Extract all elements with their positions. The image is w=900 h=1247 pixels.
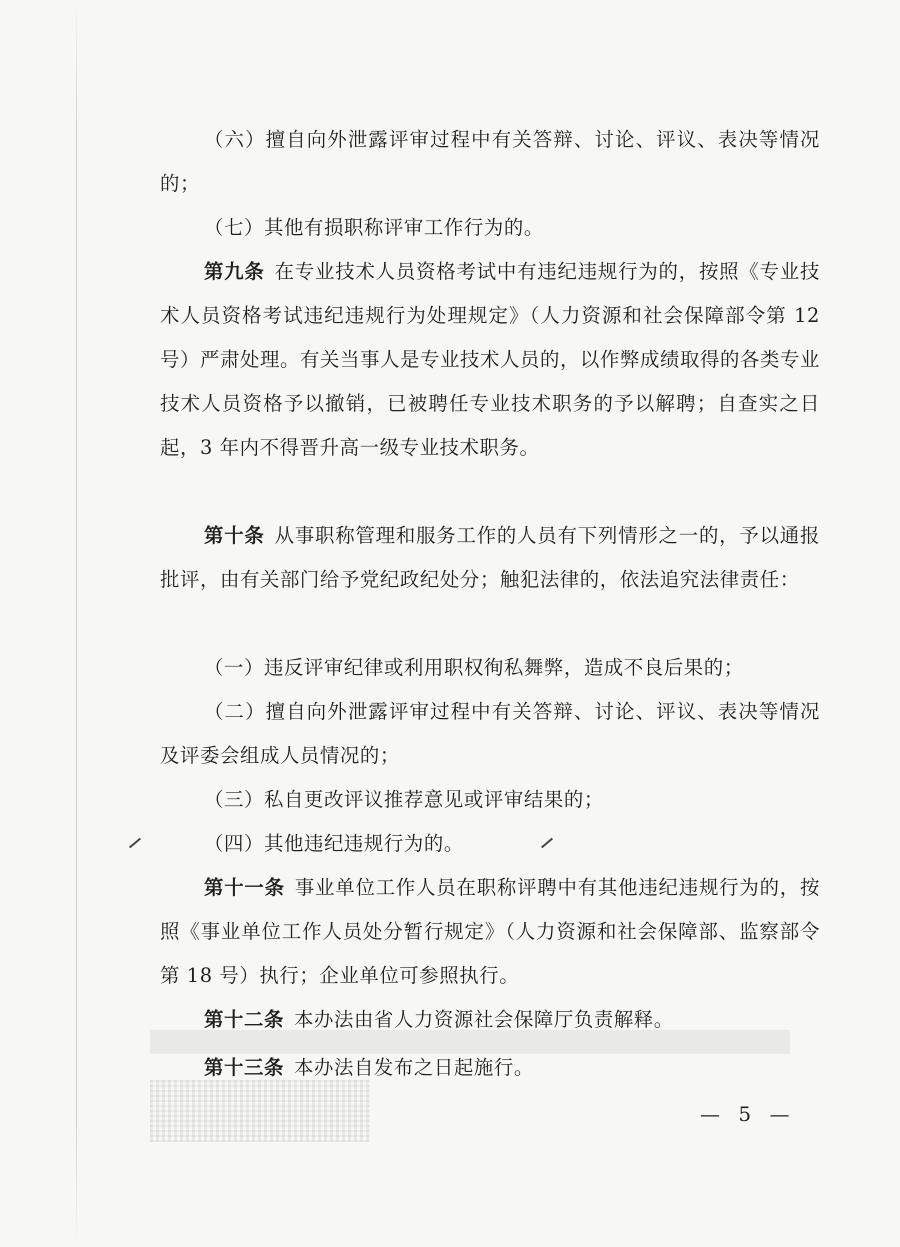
page-number: — 5 —	[700, 1102, 796, 1126]
article-10-item-1: （一）违反评审纪律或利用职权徇私舞弊，造成不良后果的；	[204, 656, 744, 679]
article-10-item-3: （三）私自更改评议推荐意见或评审结果的；	[204, 788, 604, 811]
article-10	[160, 514, 820, 602]
article-13	[160, 1046, 820, 1090]
article-12-heading: 第十二条	[204, 1008, 284, 1031]
article-10-item-2: （二）擅自向外泄露评审过程中有关答辩、讨论、评议、表决等情况及评委会组成人员情况的；	[160, 700, 820, 767]
article-10-heading: 第十条	[204, 524, 265, 547]
scan-mark	[129, 838, 141, 849]
article-9	[160, 250, 820, 470]
article-13-heading: 第十三条	[204, 1056, 284, 1079]
article-12-body: 本办法由省人力资源社会保障厅负责解释。	[293, 1008, 674, 1031]
clause-6: （六）擅自向外泄露评审过程中有关答辩、讨论、评议、表决等情况的；	[160, 128, 820, 195]
article-11-heading: 第十一条	[204, 876, 285, 899]
article-10-body: 从事职称管理和服务工作的人员有下列情形之一的，予以通报批评，由有关部门给予党纪政纪处分；触犯法律的，依法追究法律责任：	[160, 524, 820, 591]
article-9-heading: 第九条	[204, 260, 265, 283]
clause-7: （七）其他有损职称评审工作行为的。	[204, 216, 544, 239]
article-10-item-4: （四）其他违纪违规行为的。	[204, 832, 464, 855]
article-11-body: 事业单位工作人员在职称评聘中有其他违纪违规行为的，按照《事业单位工作人员处分暂行规定》（人力资源和社会保障部、监察部令第 18 号）执行；企业单位可参照执行。	[160, 876, 820, 987]
binding-line	[76, 0, 77, 1247]
article-11	[160, 866, 820, 998]
article-13-body: 本办法自发布之日起施行。	[293, 1056, 534, 1079]
article-12	[160, 998, 820, 1042]
article-9-body: 在专业技术人员资格考试中有违纪违规行为的，按照《专业技术人员资格考试违纪违规行为处理规定》（人力资源和社会保障部令第 12 号）严肃处理。有关当事人是专业技术人员的，以作弊成绩取得的各类专业技术人员资格予以撤销，已被聘任专业技术职务的予以解聘；自查实之日起，3 年内不得晋升高一级专业技术职务。	[160, 260, 820, 459]
